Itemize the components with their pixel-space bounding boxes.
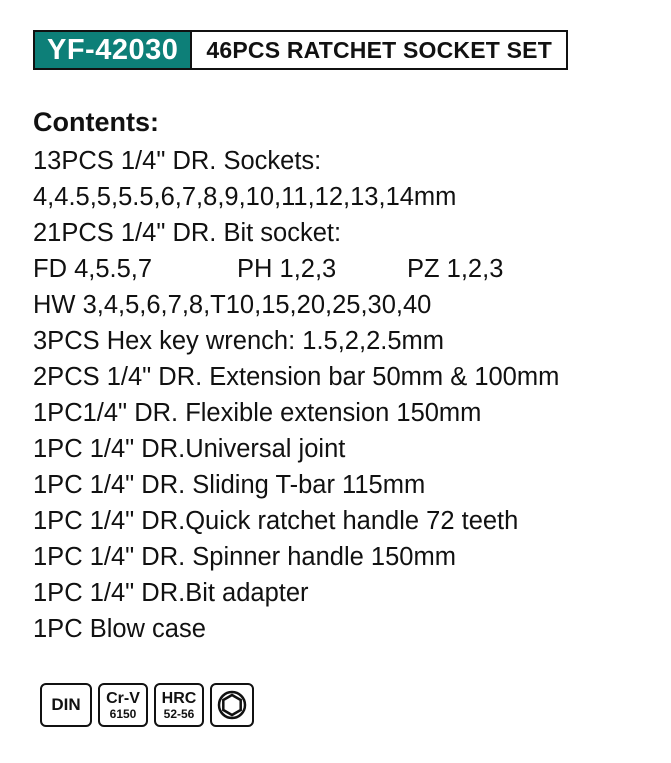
list-item: 3PCS Hex key wrench: 1.5,2,2.5mm: [33, 327, 445, 355]
product-header: [33, 30, 568, 70]
list-item: 1PC 1/4" DR.Bit adapter: [33, 579, 309, 607]
hrc-badge-bottom: 52-56: [163, 706, 195, 721]
hexagon-icon: [210, 683, 254, 727]
contents-list: [33, 143, 559, 647]
crv-badge: [98, 683, 148, 727]
bit-types-row: [33, 251, 559, 287]
hrc-badge-top: HRC: [161, 689, 197, 707]
list-item: 1PC 1/4" DR. Spinner handle 150mm: [33, 543, 456, 571]
list-item: 2PCS 1/4" DR. Extension bar 50mm & 100mm: [33, 363, 560, 391]
list-item: 1PC1/4" DR. Flexible extension 150mm: [33, 399, 482, 427]
list-item: 1PC 1/4" DR. Sliding T-bar 115mm: [33, 471, 426, 499]
bit-pz: PZ 1,2,3: [407, 255, 504, 283]
list-item: 1PC 1/4" DR.Quick ratchet handle 72 teeth: [33, 507, 519, 535]
model-code: YF-42030: [35, 32, 192, 68]
bit-ph: PH 1,2,3: [237, 255, 337, 283]
hrc-badge: [154, 683, 204, 727]
list-item: 4,4.5,5,5.5,6,7,8,9,10,11,12,13,14mm: [33, 183, 457, 211]
din-badge: DIN: [40, 683, 92, 727]
contents-heading: Contents:: [33, 107, 159, 137]
spec-badges: [40, 683, 254, 727]
list-item: HW 3,4,5,6,7,8,T10,15,20,25,30,40: [33, 291, 432, 319]
list-item: 13PCS 1/4" DR. Sockets:: [33, 147, 322, 175]
crv-badge-bottom: 6150: [109, 706, 137, 721]
list-item: 1PC 1/4" DR.Universal joint: [33, 435, 346, 463]
list-item: 21PCS 1/4" DR. Bit socket:: [33, 219, 342, 247]
product-title: 46PCS RATCHET SOCKET SET: [192, 32, 566, 68]
crv-badge-top: Cr-V: [106, 689, 140, 707]
list-item: 1PC Blow case: [33, 615, 206, 643]
bit-fd: FD 4,5.5,7: [33, 255, 153, 283]
